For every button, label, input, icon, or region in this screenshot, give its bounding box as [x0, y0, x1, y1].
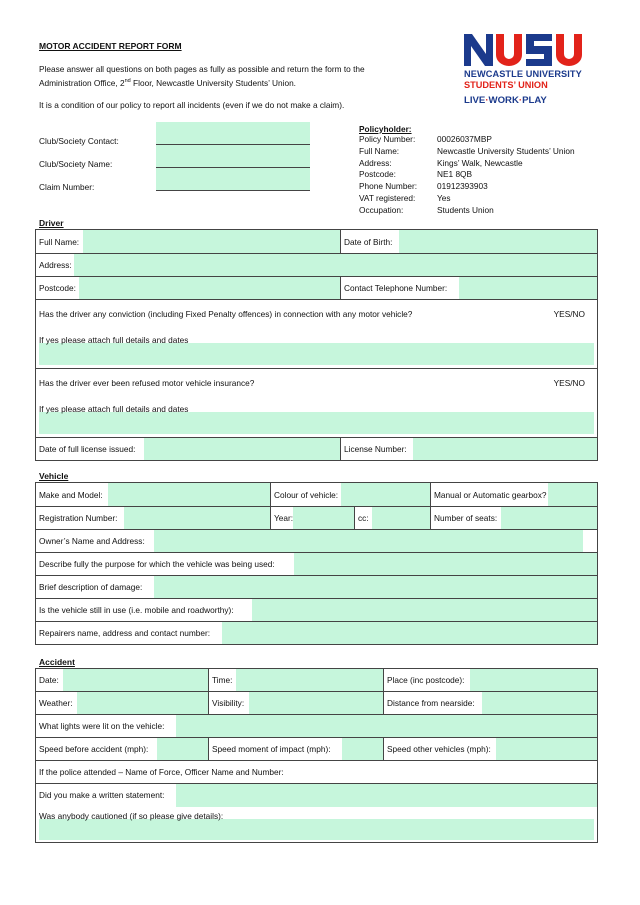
- police-label: If the police attended – Name of Force, Officer Name and Number:: [39, 767, 284, 777]
- accident-place-cell: [384, 669, 598, 692]
- cautioned-field[interactable]: [39, 819, 594, 840]
- claim-number-underline: [156, 190, 310, 191]
- policyholder-row: [359, 169, 575, 181]
- policyholder-row-label: Postcode:: [359, 169, 396, 180]
- driver-section-title: Driver: [39, 218, 64, 228]
- accident-time-field[interactable]: [236, 669, 383, 691]
- driver-address-label: Address:: [39, 260, 72, 270]
- accident-section-title: Accident: [39, 657, 75, 667]
- gearbox-label: Manual or Automatic gearbox?: [434, 489, 547, 500]
- driver-phone-cell: [341, 277, 598, 300]
- in-use-label: Is the vehicle still in use (i.e. mobile and roadworthy):: [39, 605, 234, 615]
- club-contact-field[interactable]: [156, 122, 310, 144]
- repairers-label: Repairers name, address and contact number:: [39, 628, 211, 638]
- gearbox-field[interactable]: [548, 483, 597, 506]
- speed-impact-cell: [209, 738, 384, 761]
- nusu-logo: [464, 34, 594, 108]
- registration-field[interactable]: [124, 507, 270, 529]
- colour-cell: [271, 483, 431, 507]
- owner-field[interactable]: [154, 530, 583, 552]
- accident-table: [35, 668, 598, 843]
- driver-refused-cell: [36, 369, 598, 438]
- cautioned-label: Was anybody cautioned (if so please give details):: [39, 810, 224, 821]
- nusu-logo-mark: [464, 34, 594, 66]
- license-date-label: Date of full license issued:: [39, 444, 136, 454]
- make-model-field[interactable]: [108, 483, 270, 506]
- registration-cell: [36, 507, 271, 530]
- policyholder-row-label: VAT registered:: [359, 192, 416, 203]
- damage-field[interactable]: [154, 576, 597, 598]
- policyholder-row: [359, 181, 575, 193]
- accident-place-label: Place (inc postcode):: [387, 675, 465, 685]
- year-label: Year:: [274, 513, 294, 523]
- policyholder-row: [359, 205, 575, 217]
- driver-postcode-label: Postcode:: [39, 283, 76, 293]
- driver-refused-yes-no[interactable]: YES/NO: [553, 378, 585, 388]
- seats-cell: [431, 507, 598, 530]
- seats-field[interactable]: [501, 507, 597, 529]
- driver-conviction-question: Has the driver any conviction (including Fixed Penalty offences) in connection with any motor vehicle?: [39, 309, 413, 319]
- claim-number-label: Claim Number:: [39, 182, 95, 192]
- visibility-label: Visibility:: [212, 698, 245, 708]
- purpose-cell: [36, 553, 598, 576]
- driver-phone-label: Contact Telephone Number:: [344, 283, 448, 293]
- damage-cell: [36, 576, 598, 599]
- policyholder-row-value: Yes: [437, 192, 451, 203]
- driver-refused-if-yes: If yes please attach full details and dates: [39, 404, 189, 414]
- intro-line-1: Please answer all questions on both pages as fully as possible and return the form to the: [39, 64, 365, 74]
- gearbox-cell: [431, 483, 598, 507]
- in-use-field[interactable]: [252, 599, 597, 621]
- damage-label: Brief description of damage:: [39, 582, 143, 592]
- policyholder-row-value: Students Union: [437, 204, 494, 215]
- accident-place-field[interactable]: [470, 669, 597, 691]
- weather-field[interactable]: [77, 692, 208, 714]
- cautioned-cell: [36, 807, 598, 843]
- statement-field[interactable]: [176, 784, 597, 807]
- form-title: MOTOR ACCIDENT REPORT FORM: [39, 41, 182, 51]
- year-field[interactable]: [293, 507, 354, 529]
- cc-field[interactable]: [372, 507, 430, 529]
- condition-text: It is a condition of our policy to report all incidents (even if we do not make a claim).: [39, 100, 345, 110]
- driver-dob-label: Date of Birth:: [344, 236, 393, 247]
- policyholder-row-value: 00026037MBP: [437, 134, 492, 144]
- weather-label: Weather:: [39, 698, 73, 708]
- make-model-cell: [36, 483, 271, 507]
- driver-phone-field[interactable]: [459, 277, 597, 299]
- weather-cell: [36, 692, 209, 715]
- lights-field[interactable]: [176, 715, 597, 737]
- club-name-underline: [156, 167, 310, 168]
- policyholder-row-label: Policy Number:: [359, 134, 416, 144]
- license-number-field[interactable]: [413, 438, 597, 460]
- club-name-label: Club/Society Name:: [39, 159, 113, 169]
- distance-cell: [384, 692, 598, 715]
- speed-impact-label: Speed moment of impact (mph):: [212, 744, 331, 754]
- accident-time-label: Time:: [212, 675, 233, 685]
- purpose-label: Describe fully the purpose for which the vehicle was being used:: [39, 559, 275, 569]
- policyholder-row: [359, 193, 575, 205]
- license-number-label: License Number:: [344, 444, 407, 454]
- policyholder-row-label: Occupation:: [359, 204, 404, 215]
- speed-other-label: Speed other vehicles (mph):: [387, 744, 491, 754]
- speed-before-field[interactable]: [157, 738, 208, 760]
- colour-field[interactable]: [341, 483, 430, 506]
- driver-postcode-cell: [36, 277, 341, 300]
- owner-cell: [36, 530, 598, 553]
- driver-conviction-cell: [36, 300, 598, 369]
- policyholder-row-label: Phone Number:: [359, 181, 418, 192]
- seats-label: Number of seats:: [434, 513, 498, 523]
- make-model-label: Make and Model:: [39, 489, 103, 500]
- policyholder-row-label: Full Name:: [359, 145, 400, 156]
- logo-line-1: NEWCASTLE UNIVERSITY: [464, 69, 582, 79]
- policyholder-row: [359, 134, 575, 146]
- policyholder-row-value: NE1 8QB: [437, 169, 473, 180]
- repairers-field[interactable]: [222, 622, 597, 644]
- driver-conviction-yes-no[interactable]: YES/NO: [553, 309, 585, 319]
- driver-address-field[interactable]: [74, 254, 597, 276]
- visibility-field[interactable]: [249, 692, 383, 714]
- license-date-field[interactable]: [144, 438, 340, 460]
- intro-line-2: Administration Office, 2nd Floor, Newcastle University Students’ Union.: [39, 77, 296, 88]
- driver-address-cell: [36, 254, 598, 277]
- speed-impact-field[interactable]: [342, 738, 383, 760]
- policyholder-table: [359, 134, 575, 217]
- police-cell: [36, 761, 598, 784]
- driver-conviction-if-yes: If yes please attach full details and dates: [39, 335, 189, 345]
- vehicle-section-title: Vehicle: [39, 471, 69, 481]
- license-number-cell: [341, 438, 598, 461]
- policyholder-row: [359, 146, 575, 158]
- policyholder-row-label: Address:: [359, 157, 392, 168]
- driver-conviction-details-field[interactable]: [39, 343, 594, 365]
- driver-full-name-field[interactable]: [83, 230, 340, 253]
- club-contact-underline: [156, 144, 310, 145]
- driver-postcode-field[interactable]: [79, 277, 340, 299]
- policyholder-row-value: 01912393903: [437, 181, 488, 192]
- driver-refused-details-field[interactable]: [39, 412, 594, 434]
- accident-date-cell: [36, 669, 209, 692]
- logo-line-2: STUDENTS’ UNION: [464, 80, 548, 90]
- driver-dob-field[interactable]: [399, 230, 597, 253]
- club-name-field[interactable]: [156, 145, 310, 167]
- driver-dob-cell: [341, 230, 598, 254]
- logo-tagline: LIVE·WORK·PLAY: [464, 95, 547, 106]
- in-use-cell: [36, 599, 598, 622]
- driver-full-name-label: Full Name:: [39, 236, 80, 247]
- year-cell: [271, 507, 355, 530]
- lights-cell: [36, 715, 598, 738]
- policyholder-row: [359, 158, 575, 170]
- license-date-cell: [36, 438, 341, 461]
- intro-text: [39, 63, 439, 89]
- driver-refused-question: Has the driver ever been refused motor vehicle insurance?: [39, 378, 255, 388]
- speed-other-field[interactable]: [496, 738, 597, 760]
- cc-cell: [355, 507, 431, 530]
- speed-other-cell: [384, 738, 598, 761]
- statement-label: Did you make a written statement:: [39, 790, 165, 801]
- accident-time-cell: [209, 669, 384, 692]
- colour-label: Colour of vehicle:: [274, 489, 339, 500]
- speed-before-cell: [36, 738, 209, 761]
- repairers-cell: [36, 622, 598, 645]
- vehicle-table: [35, 482, 598, 645]
- visibility-cell: [209, 692, 384, 715]
- claim-number-field[interactable]: [156, 168, 310, 190]
- driver-table: [35, 229, 598, 461]
- accident-date-field[interactable]: [63, 669, 208, 691]
- club-contact-label: Club/Society Contact:: [39, 136, 119, 146]
- policyholder-row-value: Newcastle University Students’ Union: [437, 145, 575, 156]
- policyholder-row-value: Kings’ Walk, Newcastle: [437, 157, 523, 168]
- registration-label: Registration Number:: [39, 513, 118, 523]
- lights-label: What lights were lit on the vehicle:: [39, 721, 165, 731]
- speed-before-label: Speed before accident (mph):: [39, 744, 149, 754]
- statement-cell: [36, 784, 598, 807]
- accident-date-label: Date:: [39, 675, 59, 685]
- policyholder-heading: Policyholder:: [359, 124, 412, 134]
- distance-label: Distance from nearside:: [387, 698, 475, 708]
- purpose-field[interactable]: [294, 553, 597, 575]
- distance-field[interactable]: [482, 692, 597, 714]
- cc-label: cc:: [358, 513, 369, 523]
- owner-label: Owner’s Name and Address:: [39, 536, 145, 546]
- driver-full-name-cell: [36, 230, 341, 254]
